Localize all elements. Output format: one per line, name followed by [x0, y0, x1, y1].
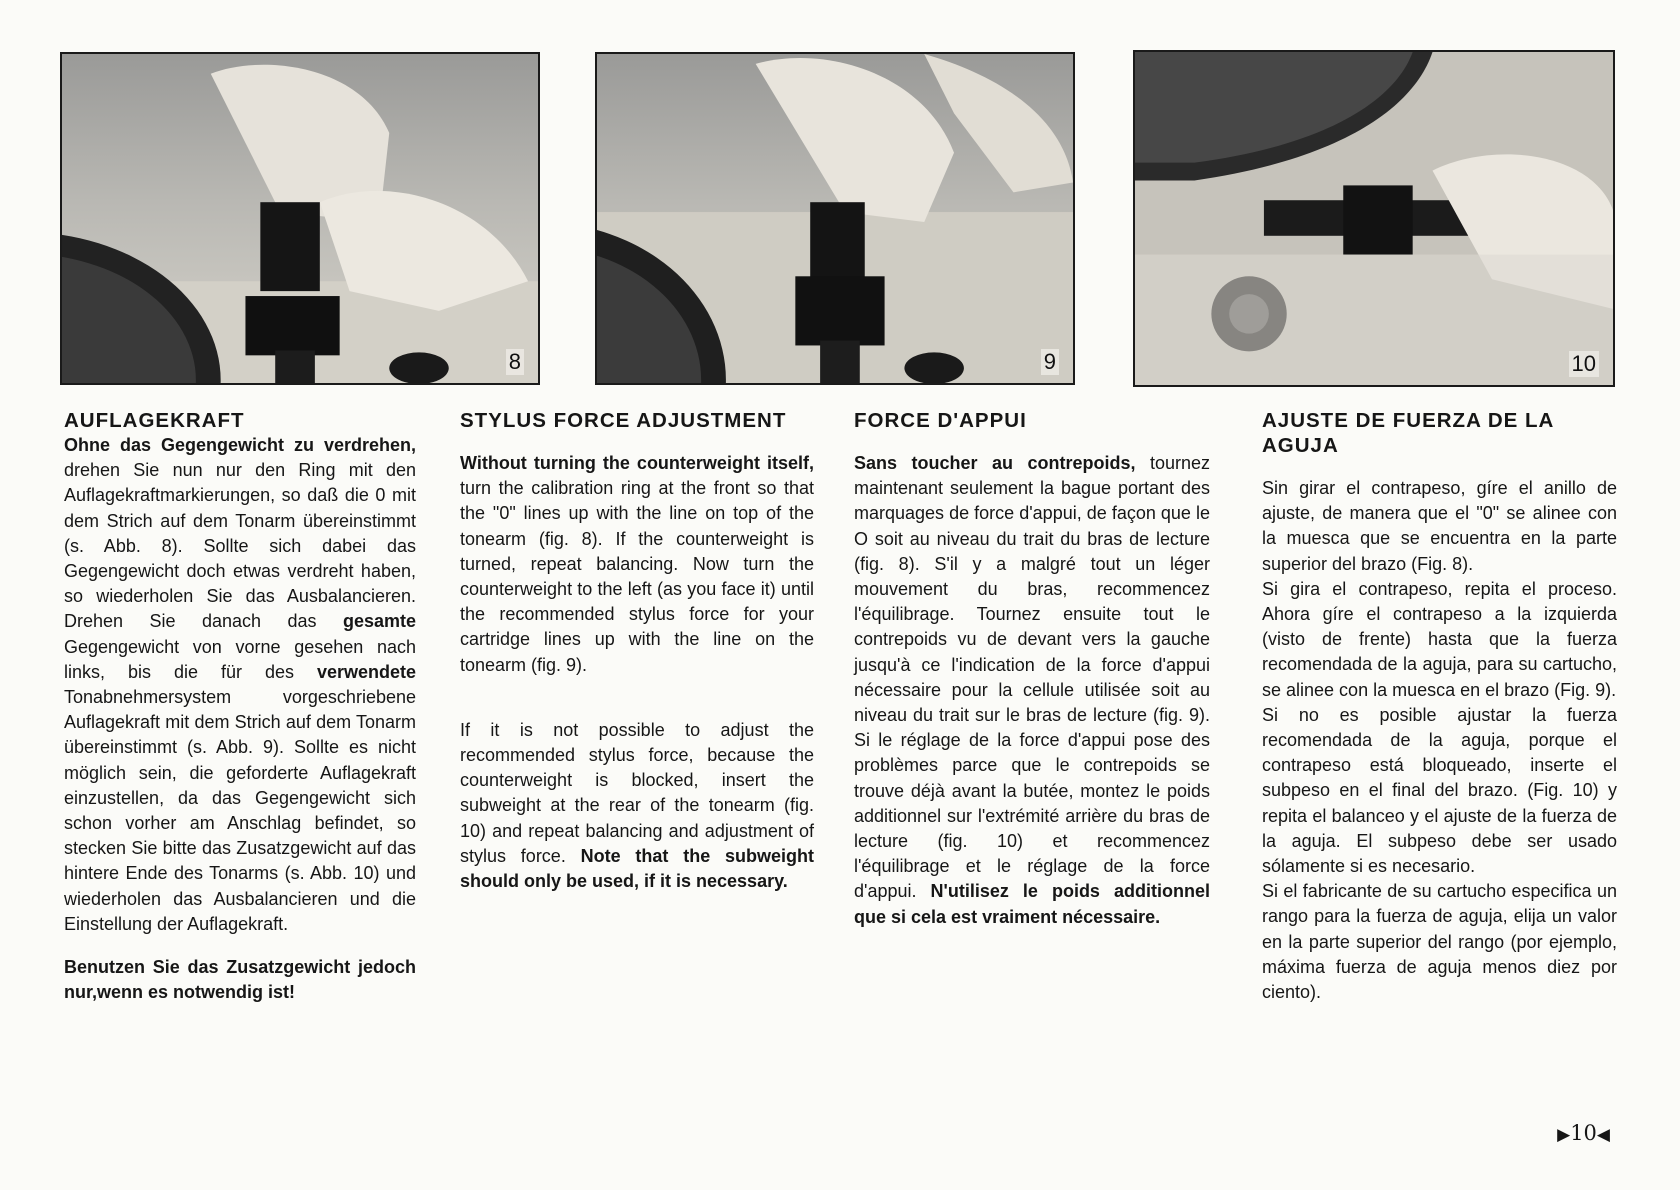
- turntable-subweight-illustration: [1135, 52, 1613, 385]
- turntable-hands-illustration: [62, 54, 538, 383]
- page-number-value: 10: [1570, 1121, 1597, 1145]
- left-triangle-icon: ◀: [1596, 1125, 1610, 1145]
- english-column: [460, 408, 814, 894]
- french-column: [854, 408, 1210, 930]
- turntable-hands-illustration: [597, 54, 1073, 383]
- german-paragraph-2: Benutzen Sie das Zusatzgewicht jedoch nur,wenn es notwendig ist!: [64, 957, 416, 1003]
- spanish-heading: AJUSTE DE FUERZA DE LA AGUJA: [1262, 409, 1554, 457]
- english-paragraph-2: If it is not possible to adjust the recommended stylus force, because the counterweight is blocked, insert the subweight at the rear of the tonearm (fig. 10) and repeat balancing and adjustment of stylus force. Note that the subweight should only be used, if it is necessary.: [460, 719, 814, 892]
- figure-10-photo: [1133, 50, 1615, 387]
- french-paragraph-1: Sans toucher au contrepoids, tournez maintenant seulement la bague portant des marquages de force d'appui, de façon que le O soit au niveau du trait du bras de lecture (fig. 8). S'il y a malgré tout un léger mouvement du bras, recommencez l'équilibrage. Tournez ensuite tout le contrepoids vu de devant vers la gauche jusqu'à ce l'indication de la force d'appui nécessaire pour la cellule utilisée soit au niveau du trait sur le bras de lecture (fig. 9). Si le réglage de la force d'appui pose des problèmes parce que le contrepoids se trouve déjà avant la butée, montez le poids additionnel sur l'extrémité arrière du bras de lecture (fig. 10) et recommencez l'équilibrage et le réglage de la force d'appui. N'utilisez le poids additionnel que si cela est vraiment nécessaire.: [854, 453, 1210, 927]
- french-heading: FORCE D'APPUI: [854, 409, 1027, 432]
- spanish-paragraph-3: Si no es posible ajustar la fuerza recomendada de la aguja, porque el contrapeso está bloqueado, inserte el subpeso en el final del brazo. (Fig. 10) y repita el balanceo y el ajuste de la fuerza de la aguja. El subpeso debe ser usado sólamente si es necesario.: [1262, 704, 1617, 877]
- figure-8-photo: [60, 52, 540, 385]
- figure-number: 9: [1041, 349, 1059, 375]
- right-triangle-icon: ▶: [1557, 1125, 1571, 1145]
- german-paragraph-1: Ohne das Gegengewicht zu verdrehen, drehen Sie nun nur den Ring mit den Auflagekraftmarkierungen, so daß die 0 mit dem Strich auf dem Tonarm übereinstimmt (s. Abb. 8). Sollte sich dabei das Gegengewicht doch etwas verdreht haben, so wiederholen Sie das Ausbalancieren. Drehen Sie danach das gesamte Gegengewicht von vorne gesehen nach links, bis die für des verwendete Tonabnehmersystem vorgeschriebene Auflagekraft mit dem Strich auf dem Tonarm übereinstimmt (s. Abb. 9). Sollte es nicht möglich sein, die geforderte Auflagekraft einzustellen, da das Gegengewicht sich schon vorher am Anschlag befindet, so stecken Sie bitte das Zusatzgewicht auf das hintere Ende des Tonarms (s. Abb. 10) und wiederholen das Ausbalancieren und die Einstellung der Auflagekraft.: [64, 435, 416, 934]
- german-heading: AUFLAGEKRAFT: [64, 409, 245, 432]
- figure-9-photo: [595, 52, 1075, 385]
- german-column: [64, 408, 416, 1005]
- figure-number: 8: [506, 349, 524, 375]
- spanish-column: [1262, 408, 1617, 1005]
- figure-number: 10: [1569, 351, 1599, 377]
- english-heading: STYLUS FORCE ADJUSTMENT: [460, 409, 787, 432]
- spanish-paragraph-4: Si el fabricante de su cartucho especifica un rango para la fuerza de aguja, elija un valor en la parte superior del rango (por ejemplo, máxima fuerza de aguja menos diez por ciento).: [1262, 881, 1617, 1003]
- spanish-paragraph-2: Si gira el contrapeso, repita el proceso. Ahora gíre el contrapeso a la izquierda (visto de frente) hasta que la fuerza recomendada de la aguja, para su cartucho, se alinee con la muesca en el brazo (Fig. 9).: [1262, 578, 1617, 700]
- english-paragraph-1: Without turning the counterweight itself, turn the calibration ring at the front so that the "0" lines up with the line on top of the tonearm (fig. 8). If the counterweight is turned, repeat balancing. Now turn the counterweight to the left (as you face it) until the recommended stylus force for your cartridge lines up with the line on the tonearm (fig. 9).: [460, 453, 814, 675]
- page-number: [1557, 1121, 1610, 1145]
- spanish-paragraph-1: Sin girar el contrapeso, gíre el anillo de ajuste, de manera que el "0" se alinee con la muesca que se encuentra en la parte superior del brazo (Fig. 8).: [1262, 478, 1617, 574]
